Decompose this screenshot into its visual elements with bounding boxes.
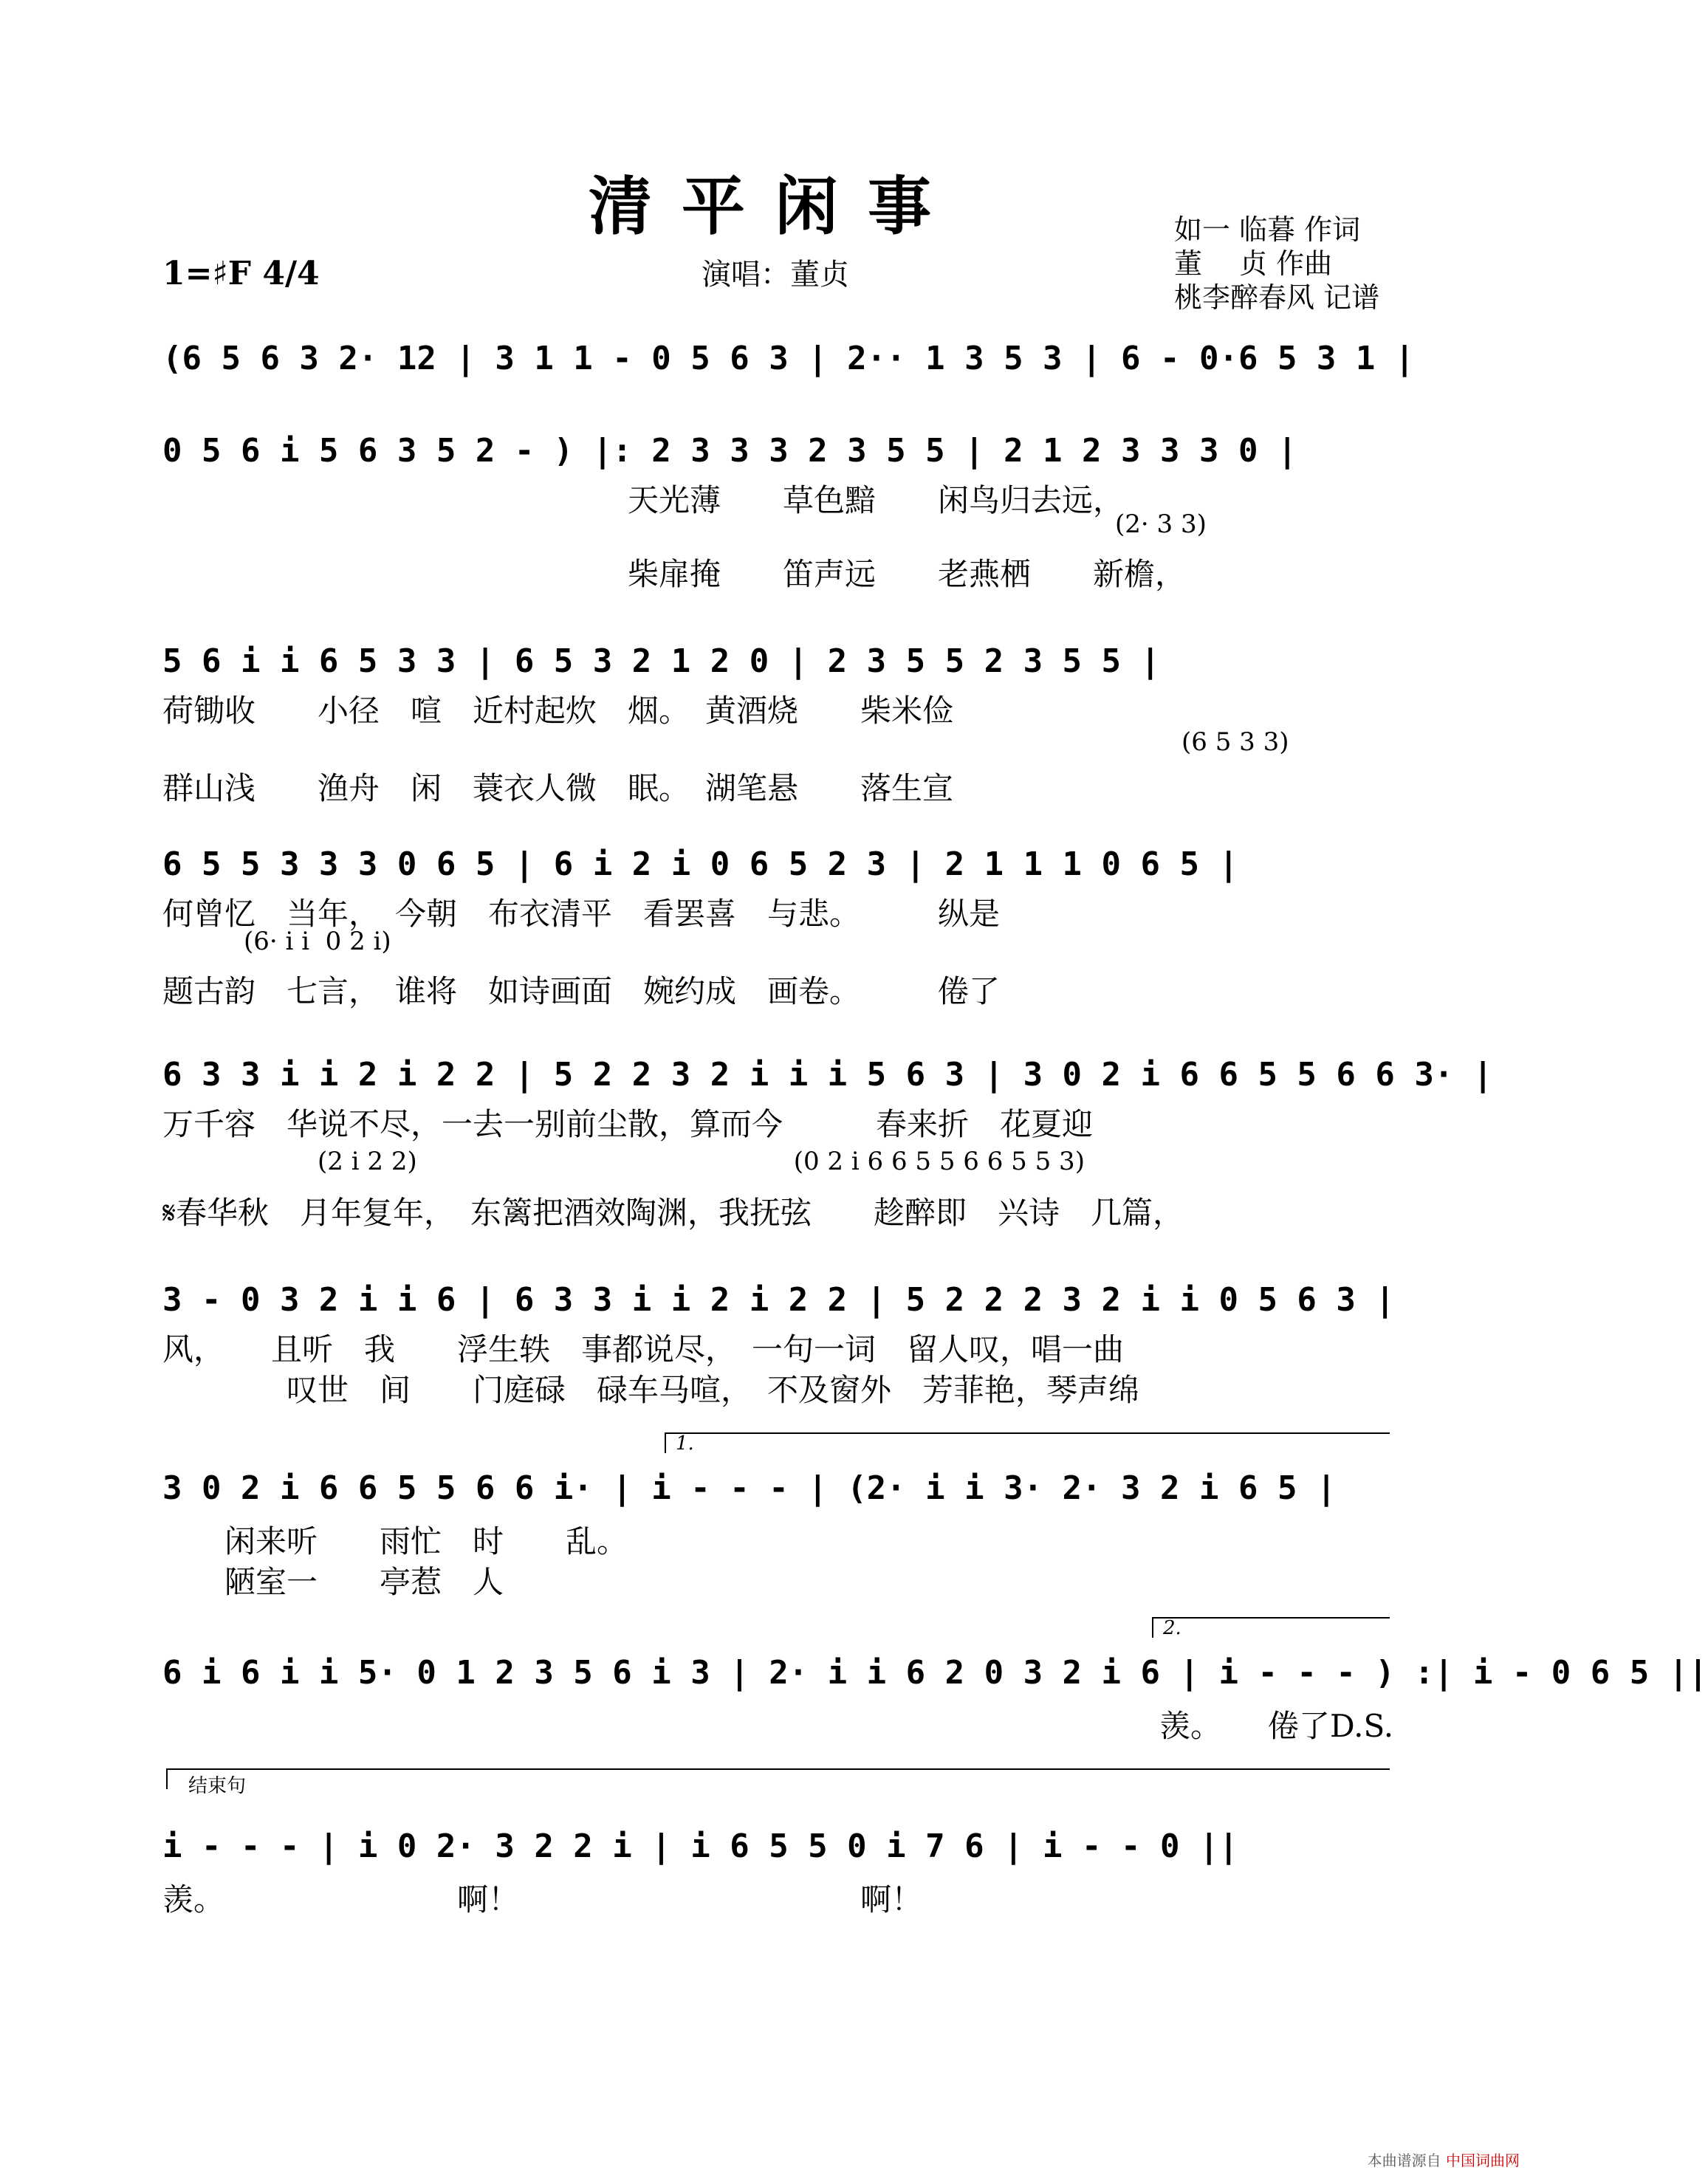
volta-2-label: 2.: [1163, 1617, 1181, 1639]
volta-1-bracket: [665, 1432, 1390, 1453]
coda-label: 结束句: [188, 1775, 247, 1797]
lyric-line: 闲来听 雨忙 时 乱。: [162, 1523, 628, 1559]
key-signature: 1=♯F 4/4: [162, 255, 320, 292]
lyric-note-alt: (2· 3 3): [1115, 509, 1207, 539]
source-text: 本曲谱源自: [1367, 2152, 1441, 2169]
lyric-note-alt: (6 5 3 3): [1181, 727, 1289, 757]
score-row: 3 0 2 i 6 6 5 5 6 6 i· | i - - - | (2· i i 3· 2· 3 2 i 6 5 |: [162, 1469, 1337, 1507]
lyric-line: 何曾忆 当年， 今朝 布衣清平 看罢喜 与悲。 纵是: [162, 896, 1001, 932]
singer-credit: 演唱：董贞: [702, 258, 849, 292]
lyric-line: 𝄋春华秋 月年复年， 东篱把酒效陶渊，我抚弦 趁醉即 兴诗 几篇，: [162, 1195, 1184, 1231]
source-watermark: [1368, 2149, 1520, 2170]
site-name: 中国词曲网: [1446, 2152, 1520, 2169]
transcriber-credit: 桃李醉春风 记谱: [1174, 281, 1380, 314]
score-row: 3 - 0 3 2 i i 6 | 6 3 3 i i 2 i 2 2 | 5 2 2 2 3 2 i i 0 5 6 3 |: [162, 1281, 1395, 1319]
score-row: 0 5 6 i 5 6 3 5 2 - ) |: 2 3 3 3 2 3 5 5 | 2 1 2 3 3 3 0 |: [162, 432, 1297, 470]
score-row: 6 5 5 3 3 3 0 6 5 | 6 i 2 i 0 6 5 2 3 | 2 1 1 1 0 6 5 |: [162, 845, 1238, 883]
lyric-line: 风， 且听 我 浮生轶 事都说尽， 一句一词 留人叹，唱一曲: [162, 1331, 1125, 1367]
lyric-line: 叹世 间 门庭碌 碌车马喧， 不及窗外 芳菲艳，琴声绵: [162, 1372, 1140, 1408]
song-title: 清平闲事: [589, 169, 961, 244]
lyric-line: 天光薄 草色黯 闲鸟归去远，: [628, 482, 1125, 518]
score-row: 6 i 6 i i 5· 0 1 2 3 5 6 i 3 | 2· i i 6 2 0 3 2 i 6 | i - - - ) :| i - 0 6 5 ||: [162, 1654, 1708, 1692]
lyric-line: 万千容 华说不尽，一去一别前尘散，算而今 春来折 花夏迎: [162, 1106, 1094, 1142]
lyric-line: 陋室一 亭惹 人: [162, 1564, 504, 1600]
score-row: (6 5 6 3 2· 12 | 3 1 1 - 0 5 6 3 | 2·· 1 3 5 3 | 6 - 0·6 5 3 1 |: [162, 340, 1415, 377]
lyric-note-alt: (6· i i 0 2 i): [244, 927, 391, 956]
lyric-line: 羡。 倦了D.S.: [1159, 1708, 1394, 1744]
score-row: 6 3 3 i i 2 i 2 2 | 5 2 2 3 2 i i i 5 6 3 | 3 0 2 i 6 6 5 5 6 6 3· |: [162, 1056, 1493, 1094]
coda-bracket: [166, 1768, 1390, 1789]
lyricist-credit: 如一 临暮 作词: [1174, 213, 1361, 246]
score-row: i - - - | i 0 2· 3 2 2 i | i 6 5 5 0 i 7 6 | i - - 0 ||: [162, 1827, 1238, 1865]
lyric-line: 柴扉掩 笛声远 老燕栖 新檐，: [628, 556, 1187, 592]
lyric-note-alt: (2 i 2 2) (0 2 i 6 6 5 5 6 6 5 5 3): [318, 1147, 1085, 1176]
lyric-line: 群山浅 渔舟 闲 蓑衣人微 眠。 湖笔悬 落生宣: [162, 770, 954, 806]
lyric-line: 题古韵 七言， 谁将 如诗画面 婉约成 画卷。 倦了: [162, 973, 1001, 1009]
volta-2-bracket: [1152, 1617, 1390, 1638]
score-row: 5 6 i i 6 5 3 3 | 6 5 3 2 1 2 0 | 2 3 5 5 2 3 5 5 |: [162, 642, 1161, 680]
volta-1-label: 1.: [676, 1432, 694, 1455]
lyric-line: 羡。 啊！ 啊！: [162, 1881, 923, 1918]
lyric-line: 荷锄收 小径 喧 近村起炊 烟。 黄酒烧 柴米俭: [162, 693, 954, 729]
composer-credit: 董 贞 作曲: [1174, 247, 1333, 280]
